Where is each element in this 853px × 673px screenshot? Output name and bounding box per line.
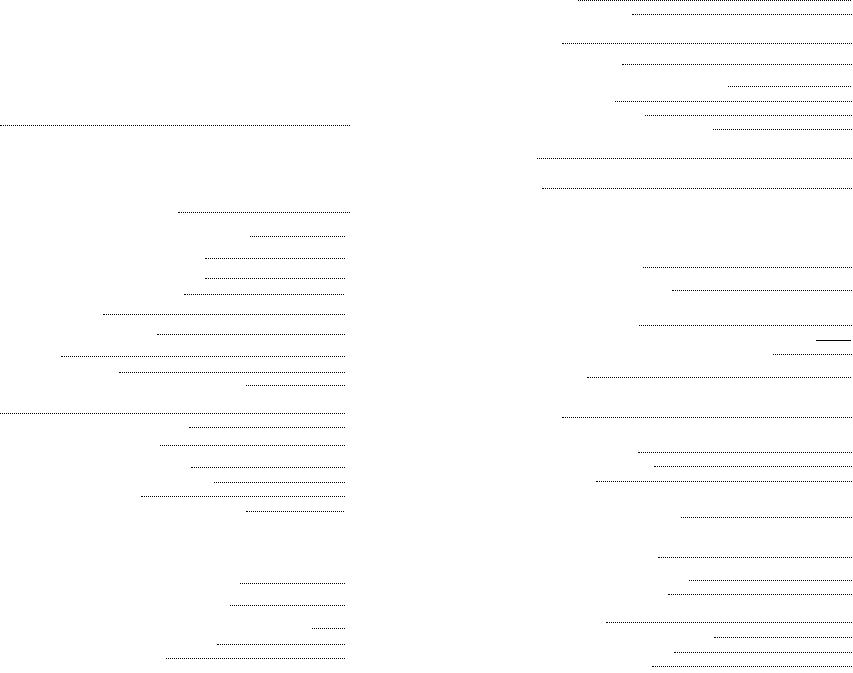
leader-line xyxy=(61,356,345,357)
leader-line xyxy=(184,294,344,295)
leader-line xyxy=(537,158,852,159)
leader-line xyxy=(0,413,345,414)
leader-line xyxy=(622,64,852,65)
leader-line xyxy=(632,14,852,15)
leader-line xyxy=(728,86,851,87)
leader-line xyxy=(654,466,852,467)
leader-line xyxy=(672,290,852,291)
leader-line xyxy=(658,557,852,558)
leader-line xyxy=(773,354,852,355)
leader-line xyxy=(250,236,345,237)
leader-line xyxy=(217,644,345,645)
leader-line xyxy=(689,580,852,581)
leader-line xyxy=(246,511,344,512)
leader-line xyxy=(141,496,345,497)
leader-line xyxy=(160,445,345,446)
leader-line xyxy=(615,101,852,102)
leader-line xyxy=(178,212,350,213)
leader-line xyxy=(578,0,851,1)
leader-line xyxy=(189,427,345,428)
leader-line xyxy=(587,377,851,378)
leader-line xyxy=(103,314,345,315)
leader-line xyxy=(205,258,345,259)
leader-line xyxy=(638,452,852,453)
leader-line xyxy=(674,652,852,653)
leader-line xyxy=(645,115,852,116)
leader-line xyxy=(312,628,345,629)
leader-line xyxy=(562,43,852,44)
leader-line xyxy=(205,278,345,279)
leader-line xyxy=(714,637,852,638)
leader-line xyxy=(542,188,852,189)
solid-rule xyxy=(816,340,851,341)
leader-line xyxy=(0,125,350,126)
leader-line xyxy=(562,417,852,418)
leader-line xyxy=(191,467,345,468)
leader-line xyxy=(166,658,345,659)
leader-line xyxy=(246,385,345,386)
leader-line xyxy=(652,666,852,667)
leader-line xyxy=(230,605,345,606)
leader-line xyxy=(596,481,852,482)
leader-line xyxy=(119,372,345,373)
leader-line xyxy=(157,334,345,335)
leader-line xyxy=(639,325,852,326)
leader-line xyxy=(713,129,852,130)
leader-line xyxy=(606,622,852,623)
leader-line xyxy=(214,482,345,483)
leader-line xyxy=(240,583,345,584)
leader-line xyxy=(643,267,852,268)
leader-line xyxy=(681,517,852,518)
leader-line xyxy=(668,594,852,595)
